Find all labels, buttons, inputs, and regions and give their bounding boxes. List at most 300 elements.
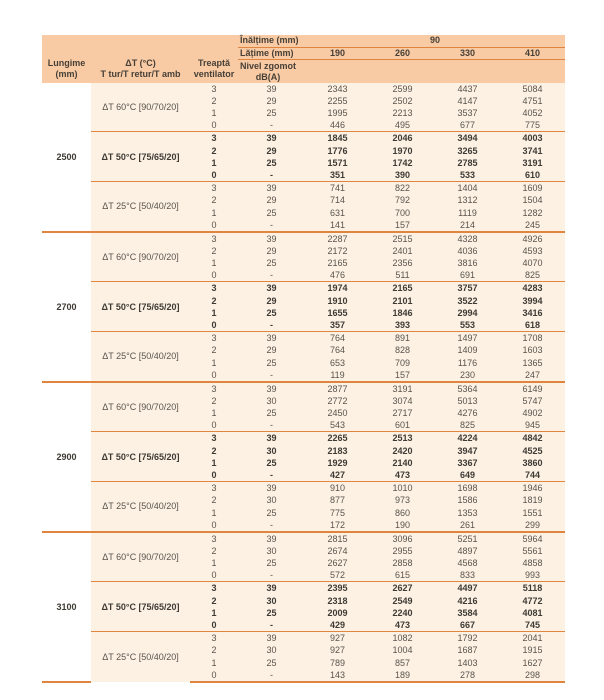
value-cell: 1119 [435,206,500,218]
value-cell: 4036 [435,245,500,257]
value-cell: 2717 [370,407,435,419]
value-cell: 1915 [500,644,565,656]
value-cell: 1970 [370,144,435,156]
delta-t-cell: ΔT 25°C [50/40/20] [91,182,190,232]
noise-level-cell: - [238,519,305,532]
value-cell: 3947 [435,444,500,456]
value-cell: 2955 [370,545,435,557]
value-cell: 1974 [305,282,370,295]
fan-stage-cell: 1 [190,656,238,668]
value-cell: 473 [370,619,435,632]
value-cell: 1655 [305,307,370,319]
value-cell: 299 [500,519,565,532]
value-cell: 828 [370,344,435,356]
value-cell: 2395 [305,582,370,595]
fan-stage-cell: 3 [190,83,238,95]
value-cell: 2785 [435,157,500,169]
value-cell: 141 [305,219,370,232]
value-cell: 1586 [435,494,500,506]
value-cell: 610 [500,169,565,182]
fan-stage-cell: 2 [190,245,238,257]
value-cell: 261 [435,519,500,532]
value-cell: 4926 [500,232,565,245]
value-cell: 172 [305,519,370,532]
value-cell: 2627 [370,582,435,595]
value-cell: 4081 [500,607,565,619]
col-header-zgomot-line2: dB(A) [255,71,281,82]
latime-value-410: 410 [500,47,565,59]
value-cell: 1404 [435,182,500,195]
value-cell: 2401 [370,245,435,257]
value-cell: 157 [370,369,435,382]
noise-level-cell: - [238,119,305,132]
value-cell: 476 [305,269,370,282]
length-cell: 3100 [42,532,91,682]
noise-level-cell: - [238,169,305,182]
fan-stage-cell: 0 [190,669,238,682]
value-cell: 2255 [305,95,370,107]
fan-stage-cell: 0 [190,369,238,382]
value-cell: 2627 [305,557,370,569]
fan-stage-cell: 1 [190,457,238,469]
value-cell: 789 [305,656,370,668]
value-cell: 709 [370,356,435,368]
noise-level-cell: 25 [238,656,305,668]
value-cell: 2515 [370,232,435,245]
value-cell: 572 [305,569,370,582]
noise-level-cell: 25 [238,307,305,319]
header-spacer [305,59,370,83]
delta-t-cell: ΔT 60°C [90/70/20] [91,382,190,432]
value-cell: 429 [305,619,370,632]
value-cell: 357 [305,319,370,332]
fan-stage-cell: 2 [190,545,238,557]
value-cell: 741 [305,182,370,195]
fan-stage-cell: 1 [190,107,238,119]
fan-stage-cell: 3 [190,232,238,245]
noise-level-cell: - [238,319,305,332]
fan-stage-cell: 1 [190,206,238,218]
value-cell: 1995 [305,107,370,119]
fan-stage-cell: 1 [190,307,238,319]
value-cell: 1004 [370,644,435,656]
value-cell: 4842 [500,432,565,445]
value-cell: 4902 [500,407,565,419]
value-cell: 4437 [435,83,500,95]
value-cell: 2165 [305,257,370,269]
latime-value-330: 330 [435,47,500,59]
value-cell: 5364 [435,382,500,395]
table-row [42,282,565,295]
value-cell: 5747 [500,395,565,407]
value-cell: 775 [500,119,565,132]
fan-stage-cell: 1 [190,407,238,419]
noise-level-cell: 39 [238,382,305,395]
value-cell: 2356 [370,257,435,269]
header-spacer [500,59,565,83]
col-header-lungime [42,35,91,83]
noise-level-cell: 30 [238,545,305,557]
value-cell: 745 [500,619,565,632]
value-cell: 1742 [370,157,435,169]
noise-level-cell: 39 [238,332,305,345]
noise-level-cell: 29 [238,95,305,107]
delta-t-cell: ΔT 50°C [75/65/20] [91,582,190,632]
value-cell: 700 [370,206,435,218]
fan-stage-cell: 3 [190,132,238,145]
value-cell: 615 [370,569,435,582]
value-cell: 764 [305,332,370,345]
noise-level-cell: 30 [238,444,305,456]
table-row [42,582,565,595]
value-cell: 1504 [500,194,565,206]
noise-level-cell: 29 [238,245,305,257]
fan-stage-cell: 0 [190,219,238,232]
value-cell: 1010 [370,482,435,495]
noise-level-cell: 39 [238,582,305,595]
value-cell: 1929 [305,457,370,469]
value-cell: 3816 [435,257,500,269]
delta-t-cell: ΔT 25°C [50/40/20] [91,332,190,382]
value-cell: 667 [435,619,500,632]
noise-level-cell: 39 [238,532,305,545]
value-cell: 601 [370,419,435,432]
fan-stage-cell: 2 [190,344,238,356]
value-cell: 4147 [435,95,500,107]
value-cell: 4751 [500,95,565,107]
value-cell: 973 [370,494,435,506]
value-cell: 993 [500,569,565,582]
fan-stage-cell: 0 [190,269,238,282]
fan-stage-cell: 3 [190,182,238,195]
value-cell: 351 [305,169,370,182]
heat-output-table [42,35,565,683]
noise-level-cell: - [238,469,305,482]
fan-stage-cell: 3 [190,632,238,645]
value-cell: 4568 [435,557,500,569]
fan-stage-cell: 0 [190,569,238,582]
inaltime-value: 90 [305,35,565,47]
value-cell: 190 [370,519,435,532]
value-cell: 891 [370,332,435,345]
value-cell: 2420 [370,444,435,456]
fan-stage-cell: 3 [190,432,238,445]
value-cell: 2994 [435,307,500,319]
value-cell: 157 [370,219,435,232]
value-cell: 877 [305,494,370,506]
fan-stage-cell: 0 [190,419,238,432]
noise-level-cell: 30 [238,644,305,656]
fan-stage-cell: 0 [190,469,238,482]
length-cell: 2700 [42,232,91,382]
value-cell: 4897 [435,545,500,557]
value-cell: 2815 [305,532,370,545]
delta-t-cell: ΔT 25°C [50/40/20] [91,482,190,532]
value-cell: 189 [370,669,435,682]
value-cell: 5561 [500,545,565,557]
noise-level-cell: 25 [238,157,305,169]
value-cell: 1082 [370,632,435,645]
noise-level-cell: 29 [238,294,305,306]
value-cell: 553 [435,319,500,332]
value-cell: 822 [370,182,435,195]
value-cell: 1846 [370,307,435,319]
value-cell: 2674 [305,545,370,557]
noise-level-cell: 29 [238,144,305,156]
fan-stage-cell: 2 [190,494,238,506]
value-cell: 4525 [500,444,565,456]
value-cell: 1571 [305,157,370,169]
value-cell: 691 [435,269,500,282]
col-header-treapta-line2: ventilator [193,68,235,79]
value-cell: 247 [500,369,565,382]
fan-stage-cell: 1 [190,607,238,619]
inaltime-label: Înălțime (mm) [238,35,305,47]
value-cell: 4772 [500,594,565,606]
noise-level-cell: - [238,619,305,632]
value-cell: 825 [500,269,565,282]
fan-stage-cell: 3 [190,582,238,595]
value-cell: 1946 [500,482,565,495]
table-row [42,83,565,95]
value-cell: 2009 [305,607,370,619]
col-header-lungime-line2: (mm) [55,68,78,79]
fan-stage-cell: 2 [190,294,238,306]
header-spacer [435,59,500,83]
value-cell: 1282 [500,206,565,218]
value-cell: 393 [370,319,435,332]
value-cell: 3994 [500,294,565,306]
value-cell: 2172 [305,245,370,257]
value-cell: 927 [305,644,370,656]
value-cell: 1708 [500,332,565,345]
value-cell: 3757 [435,282,500,295]
value-cell: 2213 [370,107,435,119]
fan-stage-cell: 2 [190,644,238,656]
value-cell: 6149 [500,382,565,395]
value-cell: 2502 [370,95,435,107]
value-cell: 2041 [500,632,565,645]
noise-level-cell: 39 [238,432,305,445]
value-cell: 3741 [500,144,565,156]
value-cell: 910 [305,482,370,495]
noise-level-cell: 39 [238,182,305,195]
noise-level-cell: 30 [238,395,305,407]
length-cell: 2500 [42,83,91,232]
value-cell: 833 [435,569,500,582]
fan-stage-cell: 1 [190,557,238,569]
value-cell: 744 [500,469,565,482]
value-cell: 653 [305,356,370,368]
value-cell: 4276 [435,407,500,419]
noise-level-cell: 39 [238,83,305,95]
value-cell: 143 [305,669,370,682]
noise-level-cell: 25 [238,607,305,619]
value-cell: 2046 [370,132,435,145]
fan-stage-cell: 3 [190,532,238,545]
noise-level-cell: 39 [238,232,305,245]
value-cell: 3416 [500,307,565,319]
col-header-zgomot-line1: Nivel zgomot [240,60,297,71]
noise-level-cell: 29 [238,344,305,356]
value-cell: 3522 [435,294,500,306]
value-cell: 1698 [435,482,500,495]
value-cell: 2101 [370,294,435,306]
delta-t-cell: ΔT 50°C [75/65/20] [91,132,190,182]
fan-stage-cell: 2 [190,444,238,456]
value-cell: 927 [305,632,370,645]
fan-stage-cell: 2 [190,194,238,206]
noise-level-cell: - [238,269,305,282]
value-cell: 2140 [370,457,435,469]
fan-stage-cell: 3 [190,382,238,395]
latime-label: Lățime (mm) [238,47,305,59]
table-row [42,532,565,545]
value-cell: 677 [435,119,500,132]
noise-level-cell: - [238,369,305,382]
fan-stage-cell: 3 [190,482,238,495]
delta-t-cell: ΔT 60°C [90/70/20] [91,532,190,582]
value-cell: 119 [305,369,370,382]
value-cell: 618 [500,319,565,332]
table-row [42,632,565,645]
noise-level-cell: 39 [238,282,305,295]
value-cell: 649 [435,469,500,482]
fan-stage-cell: 0 [190,519,238,532]
table-header [42,35,565,83]
value-cell: 1687 [435,644,500,656]
value-cell: 2265 [305,432,370,445]
value-cell: 1609 [500,182,565,195]
fan-stage-cell: 1 [190,506,238,518]
table-row [42,132,565,145]
noise-level-cell: 30 [238,594,305,606]
delta-t-cell: ΔT 60°C [90/70/20] [91,83,190,132]
noise-level-cell: 29 [238,194,305,206]
value-cell: 214 [435,219,500,232]
table-row [42,182,565,195]
value-cell: 2858 [370,557,435,569]
delta-t-cell: ΔT 50°C [75/65/20] [91,282,190,332]
noise-level-cell: 39 [238,482,305,495]
fan-stage-cell: 2 [190,395,238,407]
value-cell: 1603 [500,344,565,356]
value-cell: 4593 [500,245,565,257]
value-cell: 2240 [370,607,435,619]
col-header-delta-t-line2: T tur/T retur/T amb [100,68,181,79]
col-header-lungime-line1: Lungime [47,57,86,68]
value-cell: 390 [370,169,435,182]
fan-stage-cell: 3 [190,332,238,345]
value-cell: 2318 [305,594,370,606]
value-cell: 3537 [435,107,500,119]
fan-stage-cell: 0 [190,119,238,132]
value-cell: 857 [370,656,435,668]
value-cell: 511 [370,269,435,282]
value-cell: 1409 [435,344,500,356]
table-row [42,332,565,345]
value-cell: 4283 [500,282,565,295]
value-cell: 1403 [435,656,500,668]
value-cell: 1627 [500,656,565,668]
value-cell: 5251 [435,532,500,545]
noise-level-cell: 25 [238,356,305,368]
latime-value-260: 260 [370,47,435,59]
col-header-delta-t-line1: ΔT (°C) [125,57,156,68]
value-cell: 4328 [435,232,500,245]
value-cell: 427 [305,469,370,482]
noise-level-cell: 39 [238,132,305,145]
value-cell: 3074 [370,395,435,407]
value-cell: 2165 [370,282,435,295]
table-row [42,232,565,245]
value-cell: 2343 [305,83,370,95]
header-row-inaltime [42,35,565,47]
value-cell: 3494 [435,132,500,145]
fan-stage-cell: 0 [190,319,238,332]
delta-t-cell: ΔT 60°C [90/70/20] [91,232,190,282]
col-header-treapta-line1: Treaptă [197,57,230,68]
value-cell: 1497 [435,332,500,345]
fan-stage-cell: 0 [190,619,238,632]
value-cell: 4070 [500,257,565,269]
length-cell: 2900 [42,382,91,532]
fan-stage-cell: 1 [190,257,238,269]
value-cell: 5013 [435,395,500,407]
value-cell: 5964 [500,532,565,545]
value-cell: 543 [305,419,370,432]
value-cell: 3191 [370,382,435,395]
value-cell: 2287 [305,232,370,245]
value-cell: 775 [305,506,370,518]
fan-stage-cell: 2 [190,95,238,107]
value-cell: 4052 [500,107,565,119]
header-spacer [370,59,435,83]
value-cell: 1365 [500,356,565,368]
value-cell: 230 [435,369,500,382]
table-row [42,482,565,495]
latime-value-190: 190 [305,47,370,59]
value-cell: 945 [500,419,565,432]
noise-level-cell: 25 [238,107,305,119]
fan-stage-cell: 3 [190,282,238,295]
value-cell: 1819 [500,494,565,506]
noise-level-cell: 25 [238,257,305,269]
value-cell: 764 [305,344,370,356]
table-body [42,83,565,682]
noise-level-cell: 25 [238,557,305,569]
value-cell: 495 [370,119,435,132]
value-cell: 2183 [305,444,370,456]
value-cell: 298 [500,669,565,682]
fan-stage-cell: 1 [190,157,238,169]
noise-level-cell: 39 [238,632,305,645]
fan-stage-cell: 2 [190,594,238,606]
value-cell: 4497 [435,582,500,595]
value-cell: 714 [305,194,370,206]
value-cell: 2599 [370,83,435,95]
value-cell: 533 [435,169,500,182]
value-cell: 2513 [370,432,435,445]
value-cell: 3367 [435,457,500,469]
value-cell: 473 [370,469,435,482]
noise-level-cell: - [238,669,305,682]
noise-level-cell: 30 [238,494,305,506]
fan-stage-cell: 2 [190,144,238,156]
delta-t-cell: ΔT 25°C [50/40/20] [91,632,190,682]
noise-level-cell: 25 [238,506,305,518]
value-cell: 5118 [500,582,565,595]
